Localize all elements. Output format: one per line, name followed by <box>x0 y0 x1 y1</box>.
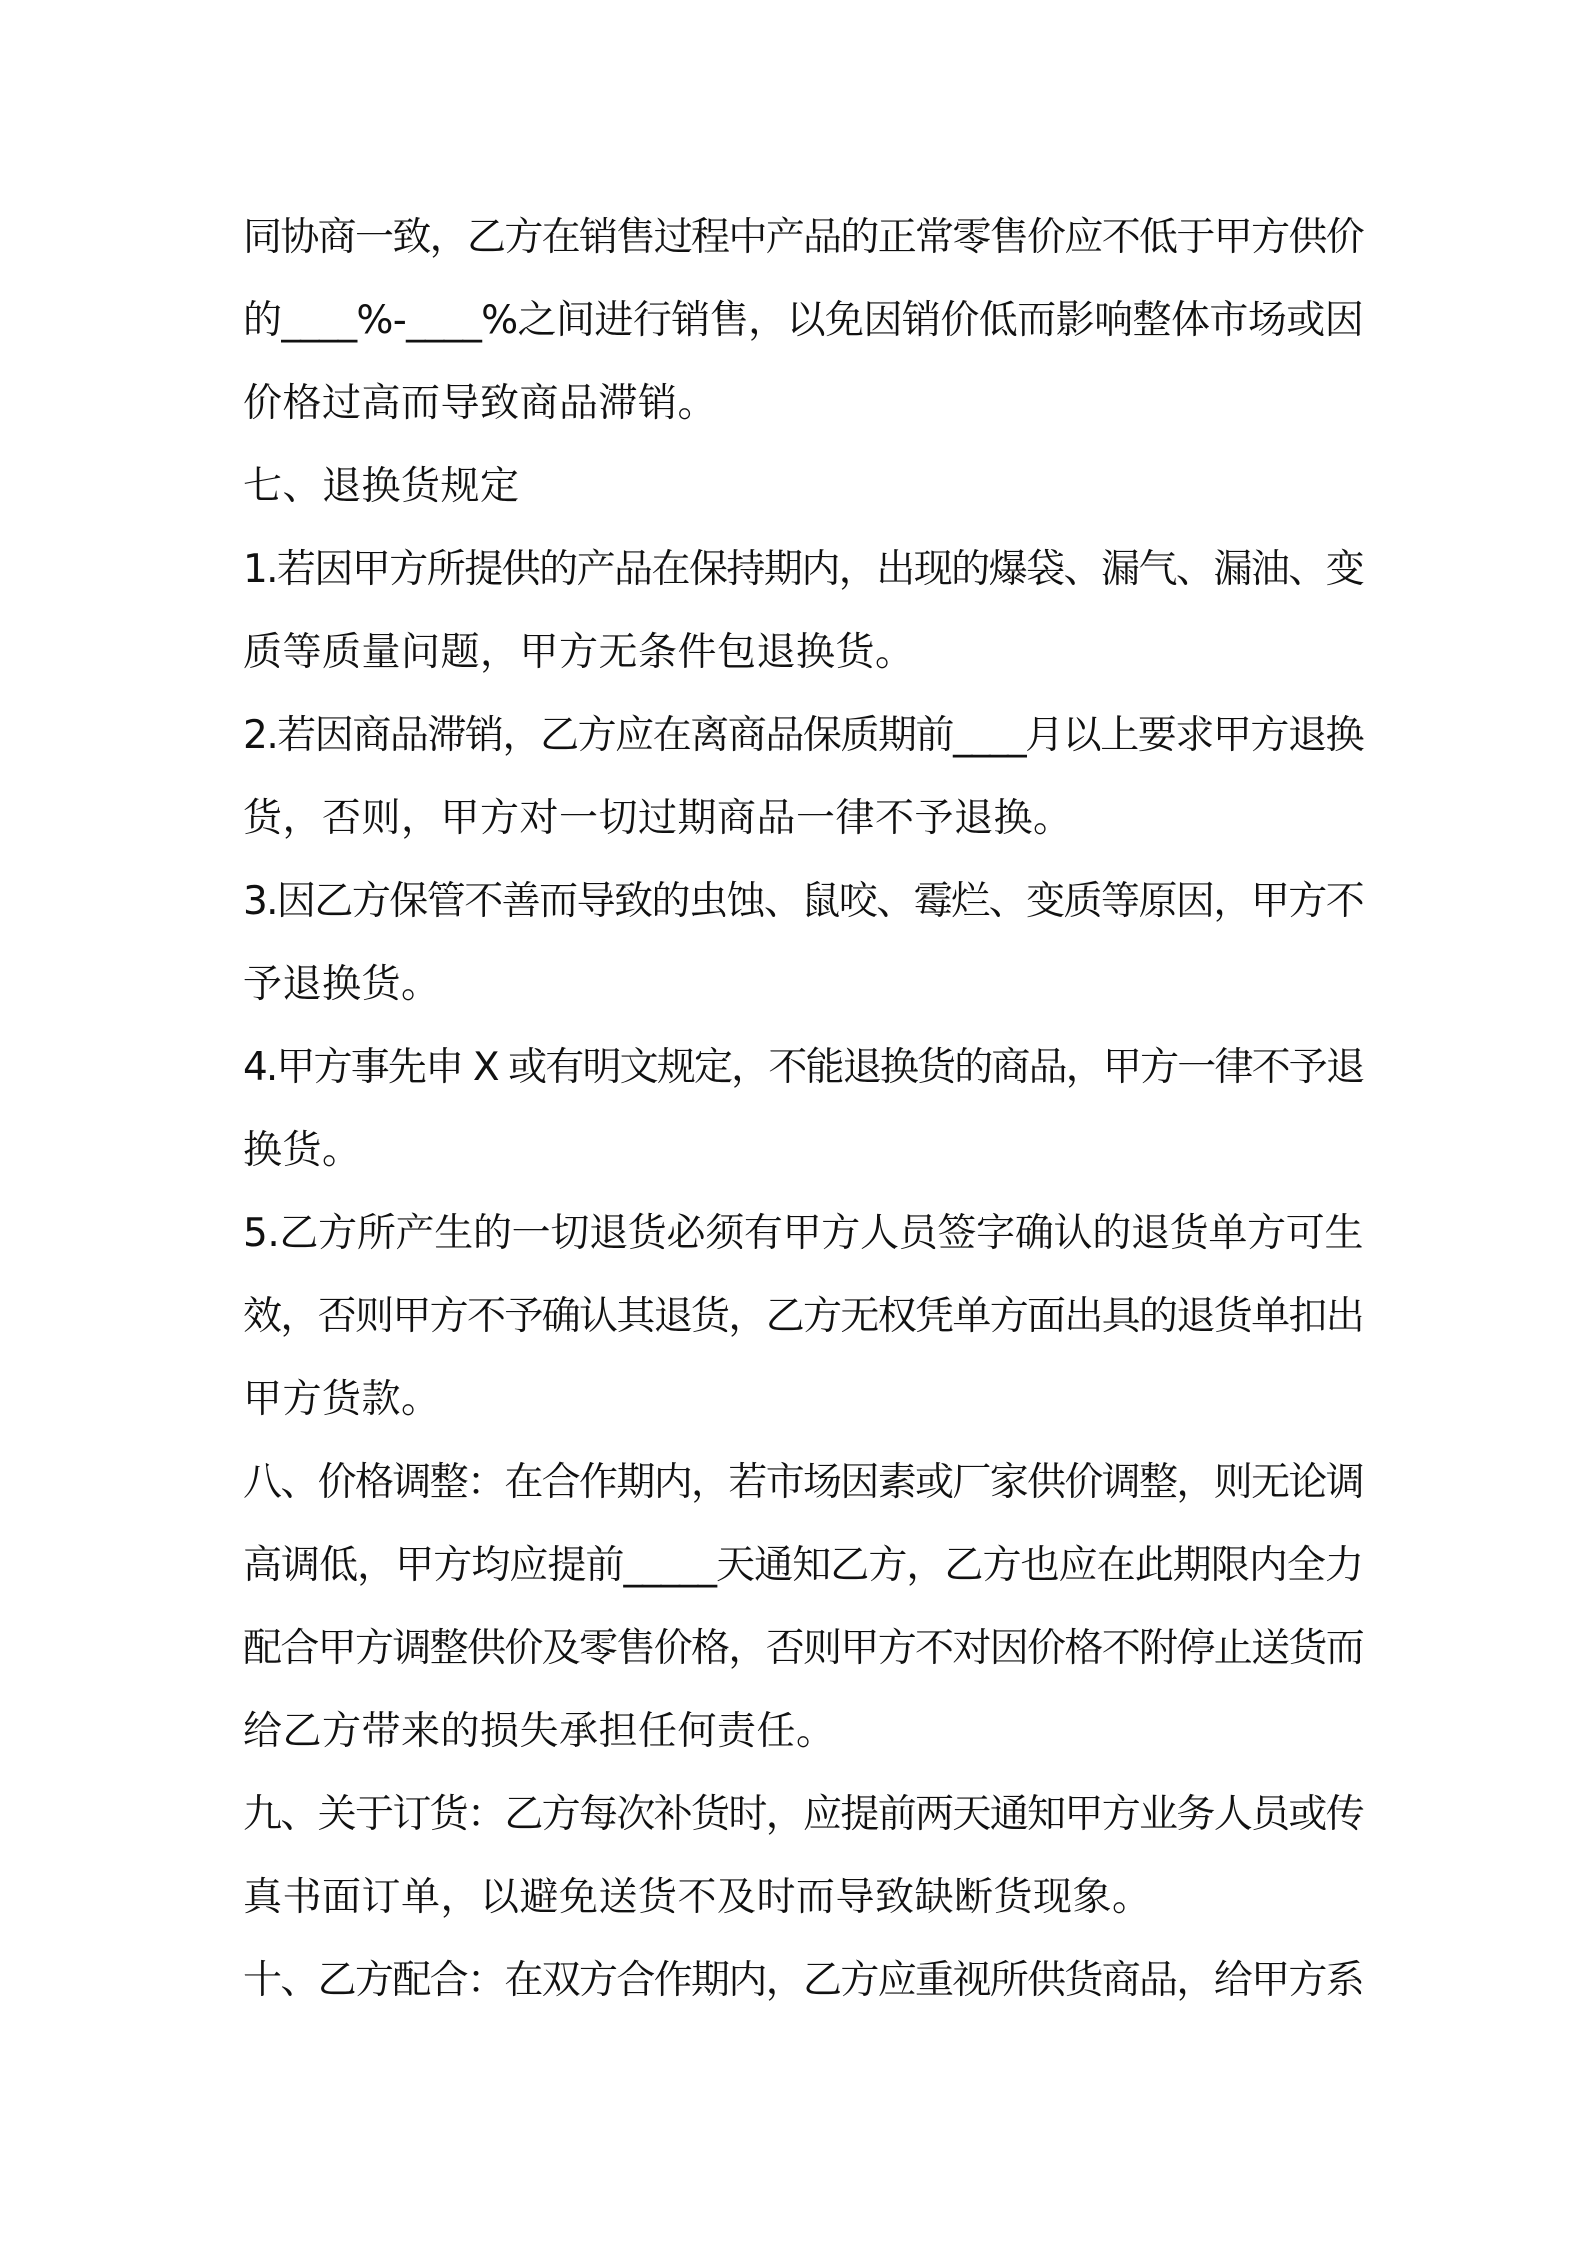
text-line: 价格过高而导致商品滞销。 <box>243 381 718 426</box>
text-line: 4.甲方事先申 X 或有明文规定，不能退换货的商品，甲方一律不予退 <box>243 1045 1363 1090</box>
text-line: 货，否则，甲方对一切过期商品一律不予退换。 <box>243 796 1073 841</box>
text-line: 换货。 <box>243 1128 362 1173</box>
document-body <box>243 196 1363 2022</box>
text-line: 给乙方带来的损失承担任何责任。 <box>243 1709 836 1754</box>
text-line: 3.因乙方保管不善而导致的虫蚀、鼠咬、霉烂、变质等原因，甲方不 <box>243 879 1363 924</box>
text-line: 的____%-____%之间进行销售，以免因销价低而影响整体市场或因 <box>243 298 1363 343</box>
text-line: 5.乙方所产生的一切退货必须有甲方人员签字确认的退货单方可生 <box>243 1211 1363 1256</box>
text-line: 十、乙方配合：在双方合作期内，乙方应重视所供货商品，给甲方系 <box>243 1958 1363 2003</box>
text-line: 真书面订单，以避免送货不及时而导致缺断货现象。 <box>243 1875 1152 1920</box>
text-line: 高调低，甲方均应提前_____天通知乙方，乙方也应在此期限内全力 <box>243 1543 1363 1588</box>
text-line: 七、退换货规定 <box>243 464 520 509</box>
text-line: 配合甲方调整供价及零售价格，否则甲方不对因价格不附停止送货而 <box>243 1626 1363 1671</box>
text-line: 同协商一致，乙方在销售过程中产品的正常零售价应不低于甲方供价 <box>243 215 1363 260</box>
text-line: 甲方货款。 <box>243 1377 441 1422</box>
text-line: 予退换货。 <box>243 962 441 1007</box>
text-line: 八、价格调整：在合作期内，若市场因素或厂家供价调整，则无论调 <box>243 1460 1363 1505</box>
text-line: 1.若因甲方所提供的产品在保持期内，出现的爆袋、漏气、漏油、变 <box>243 547 1363 592</box>
text-line: 效，否则甲方不予确认其退货，乙方无权凭单方面出具的退货单扣出 <box>243 1294 1363 1339</box>
text-line: 质等质量问题，甲方无条件包退换货。 <box>243 630 915 675</box>
text-line: 2.若因商品滞销，乙方应在离商品保质期前____月以上要求甲方退换 <box>243 713 1363 758</box>
text-line: 九、关于订货：乙方每次补货时，应提前两天通知甲方业务人员或传 <box>243 1792 1363 1837</box>
